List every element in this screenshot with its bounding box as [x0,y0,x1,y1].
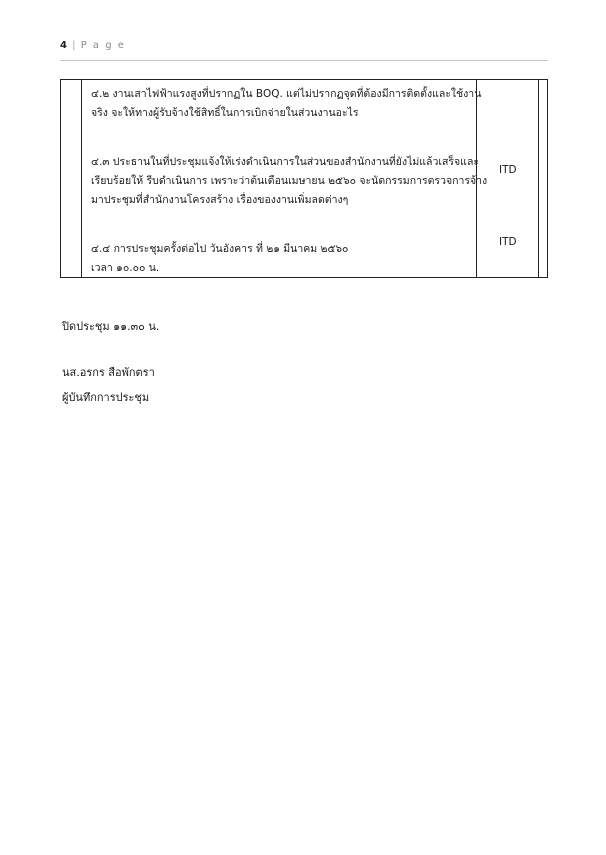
page-label: P a g e [80,40,126,51]
minutes-table [60,79,548,278]
table-divider [81,80,82,277]
page-header [60,40,548,61]
item-line: เรียบร้อยให้ รีบดำเนินการ เพราะว่าต้นเดือนเมษายน ๒๕๖๐ จะนัดกรรมการตรวจการจ้าง [91,175,488,187]
item-line: จริง จะให้ทางผู้รับจ้างใช้สิทธิ์ในการเบิกจ่ายในส่วนงานอะไร [91,107,359,119]
responsible-cell: ITD [499,164,517,176]
agenda-item-4-3 [91,153,487,210]
item-line: ๔.๔ การประชุมครั้งต่อไป วันอังคาร ที่ ๒๑ มีนาคม ๒๕๖๐ [91,243,349,255]
responsible-cell: ITD [499,236,517,248]
item-line: มาประชุมที่สำนักงานโครงสร้าง เรื่องของงานเพิ่มลดต่างๆ [91,194,349,206]
recorder-title: ผู้บันทึกการประชุม [62,391,150,404]
item-line: ๔.๒ งานเสาไฟฟ้าแรงสูงที่ปรากฏใน BOQ. แต่ไม่ปรากฏจุดที่ต้องมีการติดตั้งและใช้งาน [91,88,482,100]
agenda-item-4-2 [91,85,481,123]
table-divider [538,80,539,277]
item-line: ๔.๓ ประธานในที่ประชุมแจ้งให้เร่งดำเนินการในส่วนของสำนักงานที่ยังไม่แล้วเสร็จและ [91,156,480,168]
recorder-name: นส.อรกร สือพักตรา [62,366,155,379]
meeting-closed-text: ปิดประชุม ๑๑.๓๐ น. [62,320,160,333]
page-separator: | [72,40,76,51]
page-number: 4 [60,40,67,51]
agenda-item-4-4 [91,240,348,278]
item-line: เวลา ๑๐.๐๐ น. [91,262,160,274]
